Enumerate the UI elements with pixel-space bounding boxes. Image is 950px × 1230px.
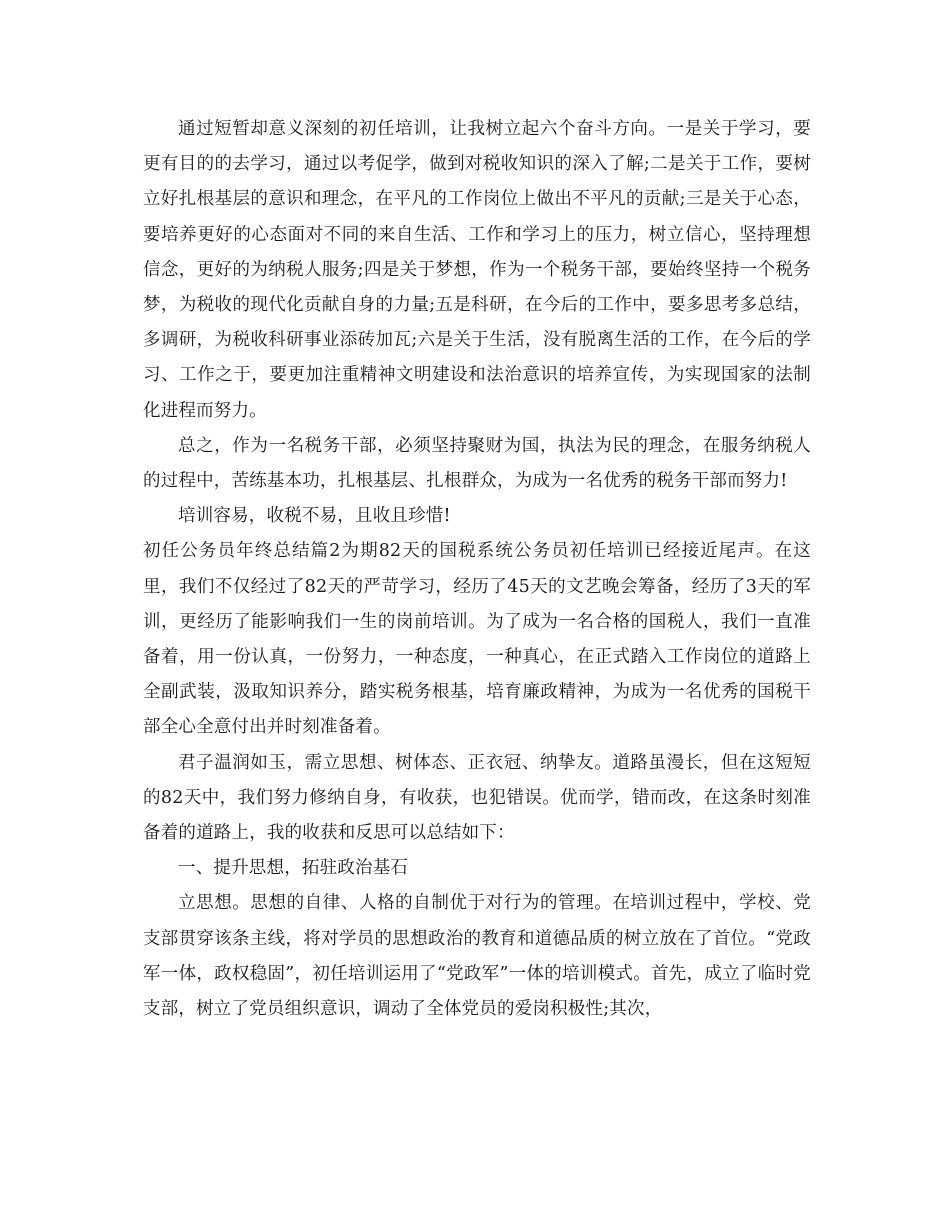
paragraph-summary: 总之，作为一名税务干部，必须坚持聚财为国，执法为民的理念，在服务纳税人的过程中，苦练基本功，扎根基层、扎根群众，为成为一名优秀的税务干部而努力! (143, 435, 811, 492)
document-page (143, 112, 811, 1027)
heading-improve-thinking: 一、提升思想，拓驻政治基石 (178, 858, 409, 879)
section-2-title: 初任公务员年终总结篇2 (143, 541, 341, 562)
paragraph-establish-thinking: 立思想。思想的自律、人格的自制优于对行为的管理。在培训过程中，学校、党支部贯穿该条主线，将对学员的思想政治的教育和道德品质的树立放在了首位。“党政军一体，政权稳固”，初任培训运用了“党政军”一体的培训模式。首先，成立了临时党支部，树立了党员组织意识，调动了全体党员的爱岗积极性;其次， (143, 893, 811, 1020)
paragraph-junzi: 君子温润如玉，需立思想、树体态、正衣冠、纳挚友。道路虽漫长，但在这短短的82天中，我们努力修纳自身，有收获，也犯错误。优而学，错而改，在这条时刻准备着的道路上，我的收获和反思可以总结如下： (143, 752, 811, 844)
paragraph-six-directions: 通过短暂却意义深刻的初任培训，让我树立起六个奋斗方向。一是关于学习，要更有目的的去学习，通过以考促学，做到对税收知识的深入了解;二是关于工作，要树立好扎根基层的意识和理念，在平凡的工作岗位上做出不平凡的贡献;三是关于心态，要培养更好的心态面对不同的来自生活、工作和学习上的压力，树立信心，坚持理想信念，更好的为纳税人服务;四是关于梦想，作为一个税务干部，要始终坚持一个税务梦，为税收的现代化贡献自身的力量;五是科研，在今后的工作中，要多思考多总结，多调研，为税收科研事业添砖加瓦;六是关于生活，没有脱离生活的工作，在今后的学习、工作之于，要更加注重精神文明建设和法治意识的培养宣传，为实现国家的法制化进程而努力。 (143, 119, 811, 421)
paragraph-motto: 培训容易，收税不易，且收且珍惜! (178, 506, 451, 527)
section-2-block (143, 534, 811, 745)
section-2-intro: 为期82天的国税系统公务员初任培训已经接近尾声。在这里，我们不仅经过了82天的严苛学习，经历了45天的文艺晚会筹备，经历了3天的军训，更经历了能影响我们一生的岗前培训。为了成为一名合格的国税人，我们一直准备着，用一份认真，一份努力，一种态度，一种真心，在正式踏入工作岗位的道路上全副武装，汲取知识养分，踏实税务根基，培育廉政精神，为成为一名优秀的国税干部全心全意付出并时刻准备着。 (143, 541, 811, 738)
